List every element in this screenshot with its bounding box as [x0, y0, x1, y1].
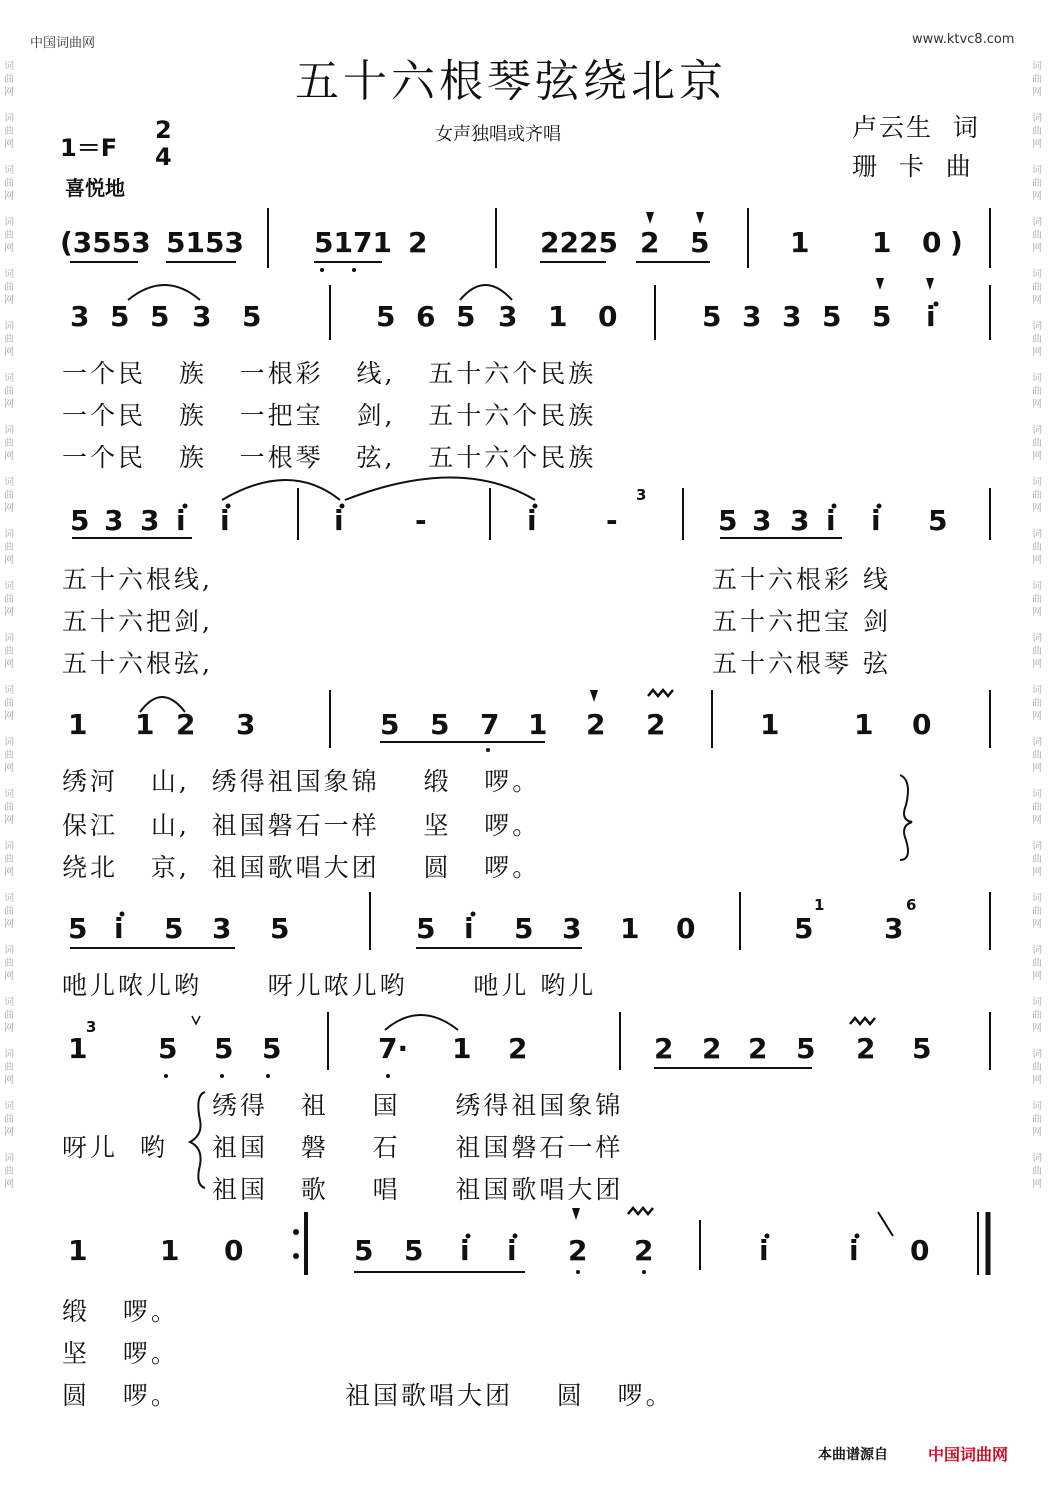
- row4-note: 2: [586, 708, 606, 741]
- row5-grace-note: 6: [906, 896, 917, 914]
- row4-note: 0: [912, 708, 932, 741]
- row7-lyric-verse1: 缎 啰。: [62, 1297, 179, 1326]
- row7-note: 0: [910, 1234, 930, 1267]
- row6-note: 5: [158, 1032, 178, 1065]
- row7-note: i: [759, 1234, 769, 1267]
- row7-lyric-tail: 祖国歌唱大团 圆 啰。: [345, 1381, 674, 1410]
- row3-note: 3: [790, 504, 810, 537]
- row6-note: 2: [654, 1032, 674, 1065]
- row3-lyric-left-verse1: 五十六根线,: [62, 565, 213, 594]
- row7-note: i: [507, 1234, 517, 1267]
- row4-note: 2: [646, 708, 666, 741]
- row3-note: i: [334, 504, 344, 537]
- source-label: 本曲谱源自: [818, 1447, 888, 1463]
- row1-note: ): [950, 226, 963, 259]
- row6-note: 5: [262, 1032, 282, 1065]
- row4-lyric-verse1: 绣河 山, 绣得祖国象锦 缎 啰。: [62, 767, 541, 796]
- row6-lyric-verse3: 祖国 歌 唱 祖国歌唱大团: [212, 1175, 624, 1204]
- row6-lyric-verse1: 绣得 祖 国 绣得祖国象锦: [212, 1091, 624, 1120]
- row2-note: 5: [456, 300, 476, 333]
- row4-note: 1: [760, 708, 780, 741]
- row3-lyric-right-verse1: 五十六根彩 线: [712, 565, 891, 594]
- row4-note: 1: [68, 708, 88, 741]
- row6-grace-note: 3: [86, 1018, 97, 1036]
- row5-note: i: [114, 912, 124, 945]
- row6-note: 2: [856, 1032, 876, 1065]
- row3-note: i: [826, 504, 836, 537]
- row6-lyric-lead: 呀儿 哟: [62, 1133, 168, 1162]
- side-watermark-left: 词 曲 网 词 曲 网 词 曲 网 词 曲 网 词 曲 网 词 曲 网 词 曲 网 词 曲 网 词 曲 网 词 曲 网 词 曲 网 词 曲 网 词 曲 网 词 曲 网 词 曲 网 词 曲 网 词 曲 网 词 曲 网 词 曲 网 词 曲 网 词 曲 网 词 曲 网: [4, 61, 14, 1190]
- row3-note: 5: [718, 504, 738, 537]
- row1-note: 5: [690, 226, 710, 259]
- key-signature: 1＝F: [60, 134, 118, 162]
- row2-note: 3: [782, 300, 802, 333]
- row7-note: 1: [160, 1234, 180, 1267]
- row2-note: 5: [822, 300, 842, 333]
- row7-lyric-verse3: 圆 啰。: [62, 1381, 179, 1410]
- row6-lyric-verse2: 祖国 磐 石 祖国磐石一样: [212, 1133, 624, 1162]
- row2-note: 5: [150, 300, 170, 333]
- row4-lyric-verse2: 保江 山, 祖国磐石一样 坚 啰。: [62, 811, 541, 840]
- row3-note: -: [415, 504, 427, 537]
- row7-note: 5: [354, 1234, 374, 1267]
- time-signature-top: 2: [155, 116, 172, 144]
- row2-note: 6: [416, 300, 436, 333]
- row6-note: 5: [796, 1032, 816, 1065]
- row7-note: 5: [404, 1234, 424, 1267]
- row6-note: 7·: [378, 1032, 409, 1065]
- row5-grace-note: 1: [814, 896, 825, 914]
- row7-lyric-verse2: 坚 啰。: [62, 1339, 179, 1368]
- row5-note: 5: [794, 912, 814, 945]
- row7-note: i: [849, 1234, 859, 1267]
- row4-note: 5: [430, 708, 450, 741]
- performance-note: 女声独唱或齐唱: [435, 124, 561, 145]
- row5-note: 5: [416, 912, 436, 945]
- row2-note: 3: [742, 300, 762, 333]
- row6-note: 2: [702, 1032, 722, 1065]
- row5-note: 1: [620, 912, 640, 945]
- row7-note: 1: [68, 1234, 88, 1267]
- row3-lyric-right-verse3: 五十六根琴 弦: [712, 649, 891, 678]
- composer-credit: 珊 卡 曲: [852, 152, 973, 181]
- row3-note: 5: [70, 504, 90, 537]
- row7-note: 2: [634, 1234, 654, 1267]
- row4-note: 1: [528, 708, 548, 741]
- side-watermark-right: 词 曲 网 词 曲 网 词 曲 网 词 曲 网 词 曲 网 词 曲 网 词 曲 网 词 曲 网 词 曲 网 词 曲 网 词 曲 网 词 曲 网 词 曲 网 词 曲 网 词 曲 网 词 曲 网 词 曲 网 词 曲 网 词 曲 网 词 曲 网 词 曲 网 词 曲 网: [1032, 61, 1042, 1190]
- song-title: 五十六根琴弦绕北京: [295, 56, 727, 107]
- row2-note: 5: [242, 300, 262, 333]
- row6-note: 5: [214, 1032, 234, 1065]
- row6-note: 2: [508, 1032, 528, 1065]
- row5-lyric: 吔儿哝儿哟 呀儿哝儿哟 吔儿 哟儿: [62, 971, 597, 1000]
- row2-note: 5: [872, 300, 892, 333]
- row1-note: 5153: [166, 226, 244, 259]
- row1-note: 0: [922, 226, 942, 259]
- row5-note: 3: [212, 912, 232, 945]
- row7-note: 2: [568, 1234, 588, 1267]
- row6-note: 1: [68, 1032, 88, 1065]
- row2-lyric-verse1: 一个民 族 一根彩 线, 五十六个民族: [62, 359, 597, 388]
- row3-grace-note: 3: [636, 486, 647, 504]
- row1-note: 2: [408, 226, 428, 259]
- row5-note: 5: [68, 912, 88, 945]
- row3-note: 5: [928, 504, 948, 537]
- site-url-right: www.ktvc8.com: [912, 32, 1015, 47]
- row3-note: i: [176, 504, 186, 537]
- row6-note: 5: [912, 1032, 932, 1065]
- row4-note: 7: [480, 708, 500, 741]
- row2-note: 3: [192, 300, 212, 333]
- row4-lyric-verse3: 绕北 京, 祖国歌唱大团 圆 啰。: [62, 853, 541, 882]
- row5-note: 5: [164, 912, 184, 945]
- row6-note: 1: [452, 1032, 472, 1065]
- row5-note: 5: [270, 912, 290, 945]
- row5-note: i: [464, 912, 474, 945]
- row4-note: 3: [236, 708, 256, 741]
- row2-note: i: [926, 300, 936, 333]
- row5-note: 3: [884, 912, 904, 945]
- row5-note: 0: [676, 912, 696, 945]
- row2-note: 3: [498, 300, 518, 333]
- row2-note: 0: [598, 300, 618, 333]
- row4-note: 5: [380, 708, 400, 741]
- site-name-left: 中国词曲网: [30, 36, 96, 51]
- row3-note: i: [527, 504, 537, 537]
- time-signature-bottom: 4: [155, 143, 172, 171]
- row3-note: 3: [104, 504, 124, 537]
- row4-note: 1: [135, 708, 155, 741]
- row4-note: 1: [854, 708, 874, 741]
- row3-note: i: [220, 504, 230, 537]
- row2-lyric-verse2: 一个民 族 一把宝 剑, 五十六个民族: [62, 401, 597, 430]
- row5-note: 5: [514, 912, 534, 945]
- row1-note: (3553: [60, 226, 151, 259]
- row2-note: 5: [702, 300, 722, 333]
- row6-note: 2: [748, 1032, 768, 1065]
- row2-note: 3: [70, 300, 90, 333]
- row3-lyric-right-verse2: 五十六把宝 剑: [712, 607, 891, 636]
- lyricist-credit: 卢云生 词: [852, 113, 980, 142]
- row3-note: 3: [140, 504, 160, 537]
- row7-note: 0: [224, 1234, 244, 1267]
- row7-note: i: [460, 1234, 470, 1267]
- source-site-link[interactable]: 中国词曲网: [928, 1445, 1009, 1464]
- row1-note: 2225: [540, 226, 618, 259]
- row5-note: 3: [562, 912, 582, 945]
- row1-note: 5171: [314, 226, 392, 259]
- row3-lyric-left-verse2: 五十六把剑,: [62, 607, 213, 636]
- row3-note: -: [606, 504, 618, 537]
- row1-note: 2: [640, 226, 660, 259]
- row2-note: 1: [548, 300, 568, 333]
- row2-note: 5: [110, 300, 130, 333]
- row3-note: i: [871, 504, 881, 537]
- row4-note: 2: [176, 708, 196, 741]
- row1-note: 1: [790, 226, 810, 259]
- row2-note: 5: [376, 300, 396, 333]
- row2-lyric-verse3: 一个民 族 一根琴 弦, 五十六个民族: [62, 443, 597, 472]
- tempo-marking: 喜悦地: [65, 176, 125, 200]
- row1-note: 1: [872, 226, 892, 259]
- row3-note: 3: [752, 504, 772, 537]
- row3-lyric-left-verse3: 五十六根弦,: [62, 649, 213, 678]
